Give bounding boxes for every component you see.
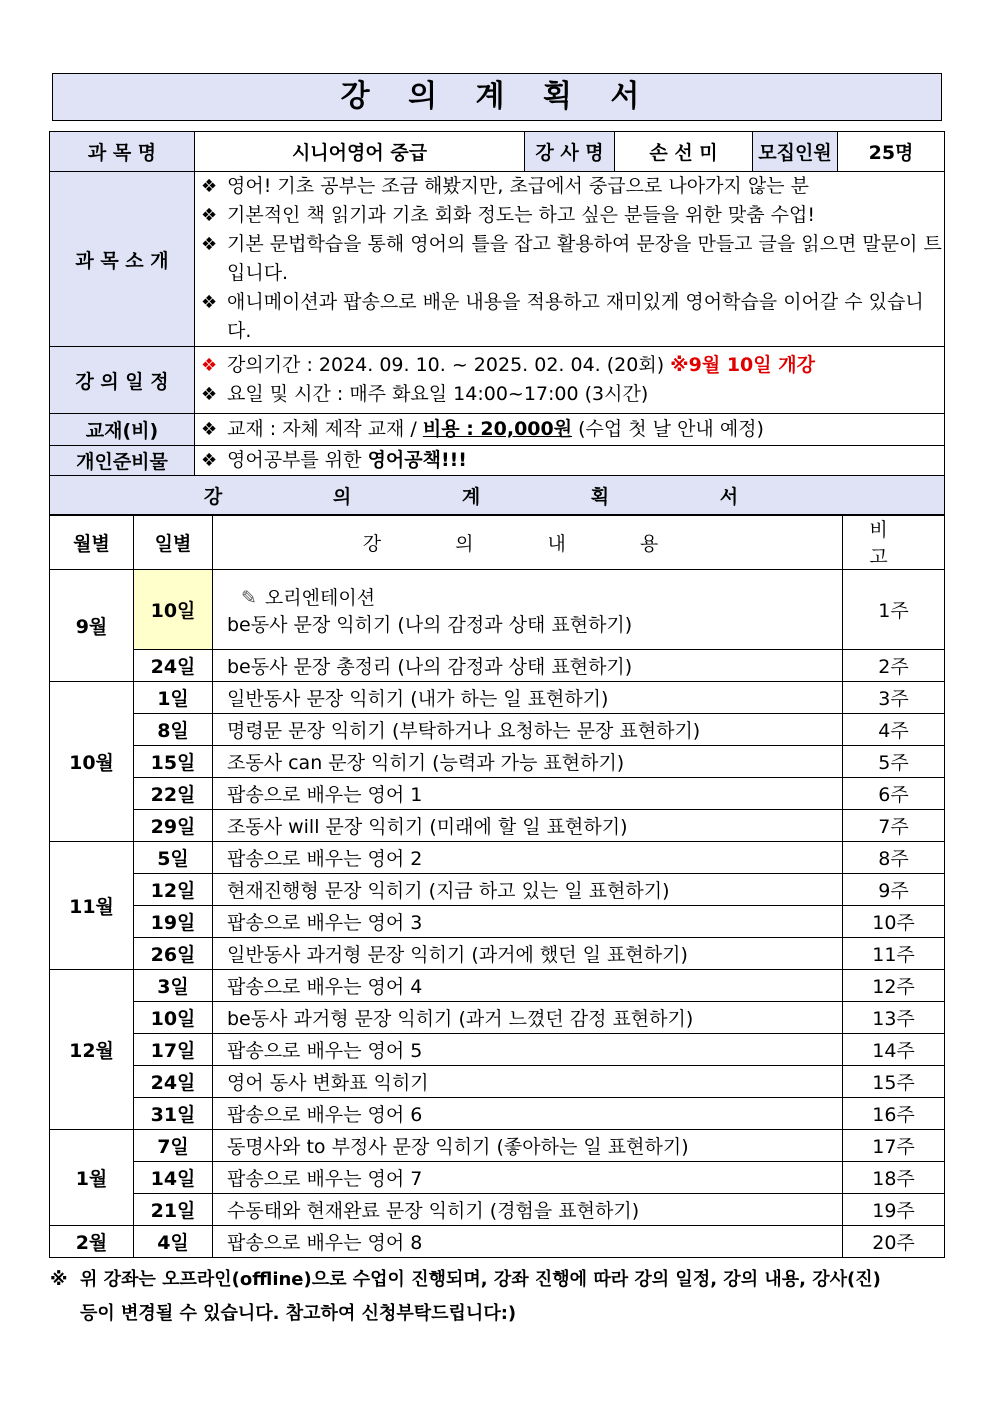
- schedule-row: [50, 570, 945, 650]
- note-cell: 3주: [843, 682, 945, 714]
- prep-content: [195, 446, 945, 476]
- content-cell: [213, 570, 843, 650]
- orientation-line: [227, 583, 842, 610]
- note-cell: 9주: [843, 874, 945, 906]
- bullet-icon: ❖: [201, 384, 218, 405]
- prep-line: [195, 446, 944, 475]
- day-cell: 10일: [134, 570, 213, 650]
- plan-title-row: [50, 476, 945, 516]
- day-cell: 29일: [134, 810, 213, 842]
- textbook-row: [50, 414, 945, 446]
- content-cell: 일반동사 과거형 문장 익히기 (과거에 했던 일 표현하기): [213, 938, 843, 970]
- content-cell: be동사 과거형 문장 익히기 (과거 느꼈던 감정 표현하기): [213, 1002, 843, 1034]
- schedule-row: [50, 650, 945, 682]
- content-cell: 수동태와 현재완료 문장 익히기 (경험을 표현하기): [213, 1194, 843, 1226]
- schedule-header-row: [50, 515, 945, 570]
- content-cell: 팝송으로 배우는 영어 6: [213, 1098, 843, 1130]
- day-cell: 4일: [134, 1226, 213, 1258]
- note-cell: 5주: [843, 746, 945, 778]
- schedule-row: [50, 906, 945, 938]
- content-cell: 팝송으로 배우는 영어 3: [213, 906, 843, 938]
- day-cell: 22일: [134, 778, 213, 810]
- schedule-row: [50, 1066, 945, 1098]
- textbook-prefix: 교재 : 자체 제작 교재 /: [227, 418, 423, 440]
- day-cell: 21일: [134, 1194, 213, 1226]
- day-cell: 8일: [134, 714, 213, 746]
- month-cell: 1월: [50, 1130, 134, 1226]
- intro-label: 과 목 소 개: [50, 172, 195, 347]
- day-cell: 14일: [134, 1162, 213, 1194]
- schedule-period: 강의기간 : 2024. 09. 10. ~ 2025. 02. 04. (20회): [227, 354, 665, 376]
- schedule-row: [50, 1194, 945, 1226]
- note-cell: 1주: [843, 570, 945, 650]
- note-cell: 4주: [843, 714, 945, 746]
- prep-row: [50, 446, 945, 476]
- subject-value: 시니어영어 중급: [195, 132, 525, 172]
- day-cell: 19일: [134, 906, 213, 938]
- schedule-row: [50, 1002, 945, 1034]
- note-cell: 12주: [843, 970, 945, 1002]
- note-cell: 11주: [843, 938, 945, 970]
- schedule-content: [195, 347, 945, 414]
- day-cell: 10일: [134, 1002, 213, 1034]
- note-cell: 20주: [843, 1226, 945, 1258]
- note-cell: 14주: [843, 1034, 945, 1066]
- intro-list: [195, 172, 944, 346]
- note-cell: 2주: [843, 650, 945, 682]
- content-cell: 명령문 문장 익히기 (부탁하거나 요청하는 문장 표현하기): [213, 714, 843, 746]
- schedule-label: 강 의 일 정: [50, 347, 195, 414]
- content-cell: 팝송으로 배우는 영어 7: [213, 1162, 843, 1194]
- prep-bold: 영어공책!!!: [367, 449, 467, 471]
- note-cell: 6주: [843, 778, 945, 810]
- month-header: 월별: [50, 515, 134, 570]
- schedule-table: [49, 514, 945, 1258]
- capacity-label: 모집인원: [753, 132, 838, 172]
- bullet-icon: ❖: [201, 292, 218, 313]
- schedule-row: [50, 874, 945, 906]
- content-cell: 조동사 will 문장 익히기 (미래에 할 일 표현하기): [213, 810, 843, 842]
- intro-item: [195, 172, 944, 201]
- day-cell: 24일: [134, 650, 213, 682]
- day-cell: 15일: [134, 746, 213, 778]
- content-cell: 팝송으로 배우는 영어 4: [213, 970, 843, 1002]
- intro-item-text: 영어! 기초 공부는 조금 해봤지만, 초급에서 중급으로 나아가지 않는 분: [227, 175, 809, 197]
- intro-row: [50, 172, 945, 347]
- note-cell: 19주: [843, 1194, 945, 1226]
- day-cell: 3일: [134, 970, 213, 1002]
- schedule-body: [50, 570, 945, 1258]
- footnote: [50, 1263, 945, 1331]
- schedule-row: [50, 810, 945, 842]
- intro-item: [195, 288, 944, 346]
- intro-item-text: 기본 문법학습을 통해 영어의 틀을 잡고 활용하여 문장을 만들고 글을 읽으면 말문이 트입니다.: [227, 233, 942, 284]
- footnote-line-1: [50, 1263, 945, 1297]
- textbook-line: [195, 415, 944, 444]
- schedule-row: [50, 1034, 945, 1066]
- schedule-time: 요일 및 시간 : 매주 화요일 14:00~17:00 (3시간): [227, 383, 649, 405]
- day-cell: 17일: [134, 1034, 213, 1066]
- content-text: be동사 문장 익히기 (나의 감정과 상태 표현하기): [227, 613, 633, 636]
- textbook-content: [195, 414, 945, 446]
- day-cell: 26일: [134, 938, 213, 970]
- prep-prefix: 영어공부를 위한: [227, 449, 368, 471]
- content-cell: 조동사 can 문장 익히기 (능력과 가능 표현하기): [213, 746, 843, 778]
- bullet-icon: ❖: [201, 355, 218, 376]
- day-cell: 1일: [134, 682, 213, 714]
- schedule-row: [50, 347, 945, 414]
- schedule-row: [50, 842, 945, 874]
- textbook-suffix: (수업 첫 날 안내 예정): [572, 418, 764, 440]
- schedule-period-text: [227, 351, 815, 380]
- intro-item: [195, 201, 944, 230]
- footnote-text-1: 위 강좌는 오프라인(offline)으로 수업이 진행되며, 강좌 진행에 따라 강의 일정, 강의 내용, 강사(진): [80, 1269, 881, 1290]
- day-cell: 12일: [134, 874, 213, 906]
- course-info-table: [49, 131, 945, 516]
- note-header: 비 고: [843, 515, 945, 570]
- content-cell: 현재진행형 문장 익히기 (지금 하고 있는 일 표현하기): [213, 874, 843, 906]
- day-cell: 7일: [134, 1130, 213, 1162]
- bullet-icon: ❖: [201, 176, 218, 197]
- schedule-row: [50, 1130, 945, 1162]
- instructor-label: 강 사 명: [525, 132, 615, 172]
- content-header: 강 의 내 용: [213, 515, 843, 570]
- bullet-icon: ❖: [201, 234, 218, 255]
- schedule-row: [50, 682, 945, 714]
- bullet-icon: ❖: [201, 419, 218, 440]
- pencil-icon: ✎: [241, 586, 257, 609]
- textbook-cost: 비용 : 20,000원: [422, 418, 573, 440]
- note-cell: 16주: [843, 1098, 945, 1130]
- day-header: 일별: [134, 515, 213, 570]
- note-cell: 18주: [843, 1162, 945, 1194]
- day-cell: 5일: [134, 842, 213, 874]
- schedule-row: [50, 970, 945, 1002]
- schedule-row: [50, 938, 945, 970]
- schedule-row: [50, 778, 945, 810]
- schedule-row: [50, 714, 945, 746]
- month-cell: 11월: [50, 842, 134, 970]
- content-cell: 팝송으로 배우는 영어 5: [213, 1034, 843, 1066]
- note-cell: 17주: [843, 1130, 945, 1162]
- footnote-mark: ※: [50, 1269, 68, 1290]
- note-cell: 15주: [843, 1066, 945, 1098]
- subject-label: 과 목 명: [50, 132, 195, 172]
- schedule-row: [50, 1098, 945, 1130]
- schedule-period-line: [195, 351, 944, 380]
- content-cell: 영어 동사 변화표 익히기: [213, 1066, 843, 1098]
- capacity-value: 25명: [838, 132, 945, 172]
- note-cell: 7주: [843, 810, 945, 842]
- intro-item: [195, 230, 944, 288]
- note-cell: 10주: [843, 906, 945, 938]
- schedule-open-notice: ※9월 10일 개강: [670, 354, 815, 376]
- intro-item-text: 기본적인 책 읽기과 기초 회화 정도는 하고 싶은 분들을 위한 맞춤 수업!: [227, 204, 815, 226]
- instructor-value: 손 선 미: [615, 132, 753, 172]
- content-cell: 팝송으로 배우는 영어 8: [213, 1226, 843, 1258]
- content-cell: 팝송으로 배우는 영어 1: [213, 778, 843, 810]
- day-cell: 24일: [134, 1066, 213, 1098]
- content-cell: 동명사와 to 부정사 문장 익히기 (좋아하는 일 표현하기): [213, 1130, 843, 1162]
- month-cell: 9월: [50, 570, 134, 682]
- document-title: 강 의 계 획 서: [52, 73, 942, 121]
- month-cell: 12월: [50, 970, 134, 1130]
- month-cell: 2월: [50, 1226, 134, 1258]
- day-cell: 31일: [134, 1098, 213, 1130]
- content-cell: 일반동사 문장 익히기 (내가 하는 일 표현하기): [213, 682, 843, 714]
- intro-item-text: 애니메이션과 팝송으로 배운 내용을 적용하고 재미있게 영어학습을 이어갈 수 있습니다.: [227, 291, 924, 342]
- plan-title: 강 의 계 획 서: [50, 476, 945, 516]
- footnote-line-2: 등이 변경될 수 있습니다. 참고하여 신청부탁드립니다:): [80, 1303, 517, 1324]
- content-cell: be동사 문장 총정리 (나의 감정과 상태 표현하기): [213, 650, 843, 682]
- note-cell: 13주: [843, 1002, 945, 1034]
- schedule-row: [50, 1226, 945, 1258]
- orientation-text: 오리엔테이션: [264, 586, 376, 609]
- bullet-icon: ❖: [201, 205, 218, 226]
- subject-row: [50, 132, 945, 172]
- note-cell: 8주: [843, 842, 945, 874]
- intro-content: [195, 172, 945, 347]
- schedule-row: [50, 746, 945, 778]
- bullet-icon: ❖: [201, 450, 218, 471]
- month-cell: 10월: [50, 682, 134, 842]
- schedule-time-line: [195, 380, 944, 409]
- prep-label: 개인준비물: [50, 446, 195, 476]
- schedule-row: [50, 1162, 945, 1194]
- content-cell: 팝송으로 배우는 영어 2: [213, 842, 843, 874]
- textbook-label: 교재(비): [50, 414, 195, 446]
